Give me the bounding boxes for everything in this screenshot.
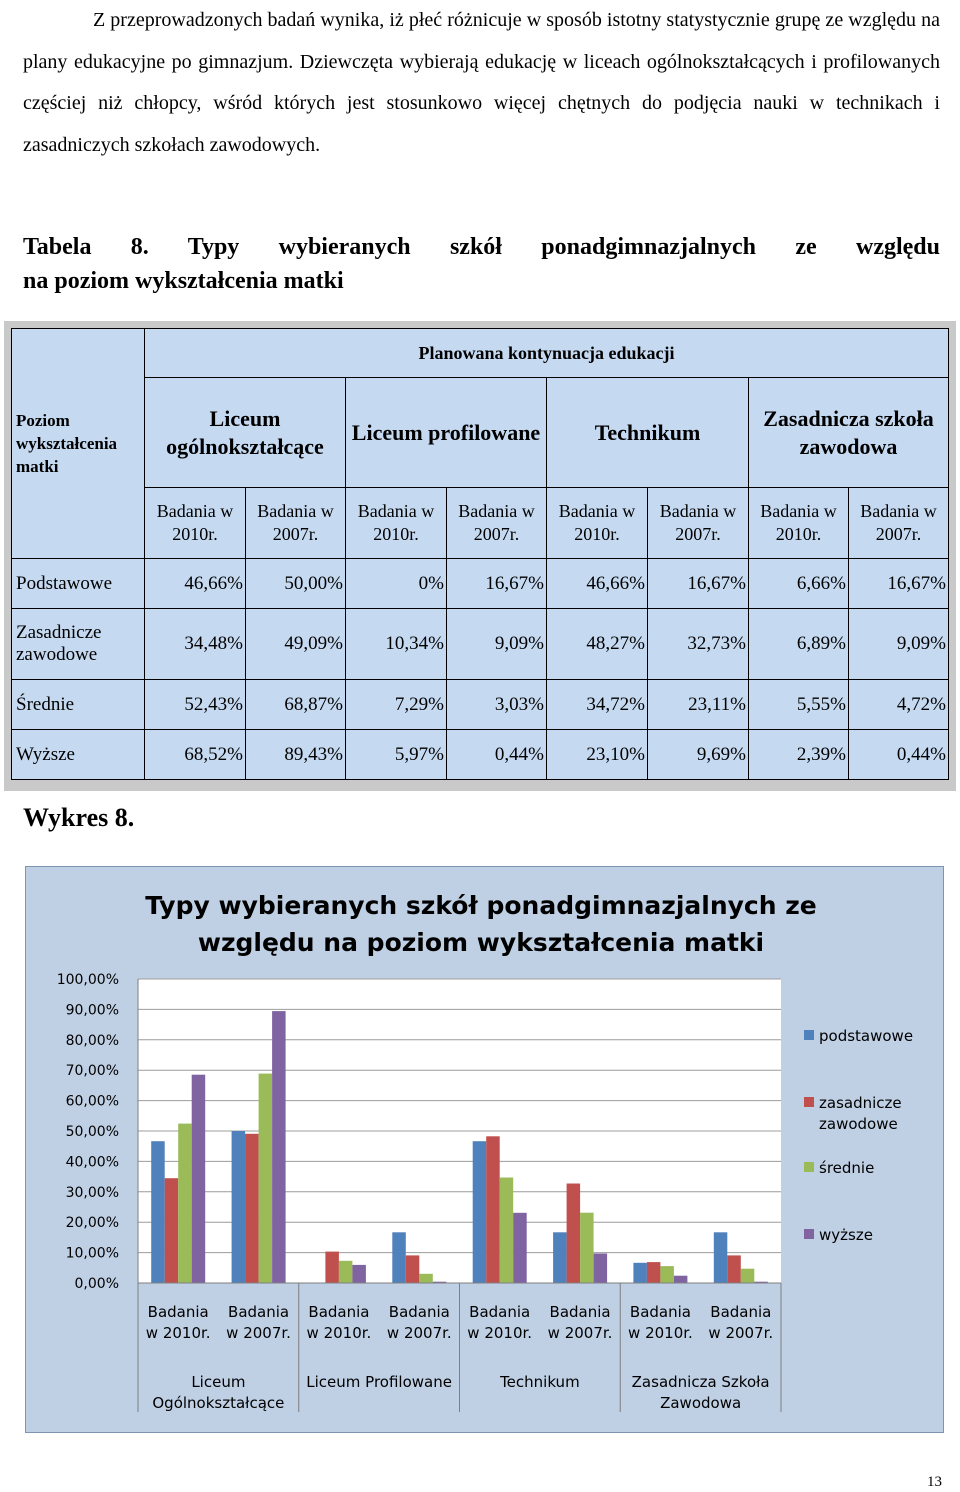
- chart-bar: [580, 1213, 594, 1283]
- chart-bar: [192, 1075, 206, 1283]
- legend-label: podstawowe: [819, 1027, 914, 1045]
- body-paragraph: Z przeprowadzonych badań wynika, iż płeć różnicuje w sposób istotny statystycznie grupę ze względu na plany edukacyjne po gimnazjum. Dziewczęta wybierają edukację w liceach ogólnokształcących i profilowanych częściej niż chłopcy, wśród których jest stosunkowo więcej chętnych do podjęcia nauki w technikach i zasadniczych szkołach zawodowych.: [23, 9, 940, 156]
- group-label: Zawodowa: [660, 1394, 742, 1412]
- chart-bar: [406, 1255, 420, 1283]
- col-header-year: Badania w 2010r.: [145, 488, 246, 559]
- chart-bar: [647, 1262, 661, 1283]
- row-label: Średnie: [12, 680, 145, 730]
- chart-bar: [473, 1141, 487, 1283]
- table-row: [12, 730, 949, 780]
- x-tick-label: Badania: [147, 1303, 209, 1321]
- group-label: Zasadnicza Szkoła: [631, 1373, 770, 1391]
- table-cell: 3,03%: [447, 680, 547, 730]
- col-header-year: Badania w 2010r.: [346, 488, 447, 559]
- chart-bar: [633, 1263, 647, 1283]
- y-tick-label: 10,00%: [65, 1245, 119, 1262]
- table-cell: 7,29%: [346, 680, 447, 730]
- chart-bar: [151, 1141, 165, 1283]
- x-tick-label: Badania: [629, 1303, 691, 1321]
- x-tick-label: Badania: [549, 1303, 611, 1321]
- table-cell: 49,09%: [246, 609, 346, 680]
- chart-bar: [567, 1184, 581, 1284]
- row-label: Podstawowe: [12, 559, 145, 609]
- x-tick-label: w 2007r.: [386, 1324, 452, 1342]
- table-cell: 4,72%: [849, 680, 949, 730]
- col-header-school: Liceum profilowane: [346, 378, 547, 488]
- x-tick-label: w 2010r.: [145, 1324, 211, 1342]
- col-header-year: Badania w 2007r.: [447, 488, 547, 559]
- chart-bar: [272, 1011, 286, 1283]
- col-header-school: Technikum: [547, 378, 749, 488]
- table-cell: 0%: [346, 559, 447, 609]
- chart-title: względu na poziom wykształcenia matki: [197, 928, 765, 957]
- y-tick-label: 50,00%: [65, 1124, 119, 1140]
- group-label: Technikum: [500, 1373, 580, 1391]
- legend-swatch: [804, 1229, 814, 1239]
- chart-bar: [714, 1232, 728, 1283]
- col-header-year: Badania w 2007r.: [246, 488, 346, 559]
- legend-swatch: [804, 1162, 814, 1172]
- table-cell: 9,69%: [648, 730, 749, 780]
- x-tick-label: Badania: [469, 1303, 531, 1321]
- table-cell: 6,89%: [749, 609, 849, 680]
- y-tick-label: 80,00%: [65, 1032, 119, 1049]
- col-header-year: Badania w 2007r.: [648, 488, 749, 559]
- table-cell: 23,10%: [547, 730, 648, 780]
- x-tick-label: w 2007r.: [547, 1324, 613, 1342]
- chart-bar: [500, 1178, 514, 1284]
- table-cell: 10,34%: [346, 609, 447, 680]
- chart-bar: [553, 1232, 567, 1283]
- table-cell: 89,43%: [246, 730, 346, 780]
- chart-bar: [419, 1274, 433, 1283]
- col-header-year: Badania w 2007r.: [849, 488, 949, 559]
- table-cell: 0,44%: [447, 730, 547, 780]
- chart-bar: [245, 1134, 259, 1283]
- legend-label: wyższe: [819, 1226, 873, 1244]
- x-tick-label: Badania: [388, 1303, 450, 1321]
- col-header-school: Liceum ogólnokształcące: [145, 378, 346, 488]
- table-cell: 68,52%: [145, 730, 246, 780]
- chart-title: Typy wybieranych szkół ponadgimnazjalnych ze: [145, 891, 817, 920]
- table-cell: 23,11%: [648, 680, 749, 730]
- chart-bar: [339, 1261, 353, 1283]
- legend-swatch: [804, 1097, 814, 1107]
- chart-bar: [165, 1178, 179, 1283]
- x-tick-label: Badania: [308, 1303, 370, 1321]
- x-tick-label: w 2010r.: [306, 1324, 372, 1342]
- y-tick-label: 40,00%: [65, 1154, 119, 1171]
- x-tick-label: w 2010r.: [467, 1324, 533, 1342]
- y-tick-label: 100,00%: [56, 972, 119, 988]
- table-cell: 50,00%: [246, 559, 346, 609]
- legend-label: zasadnicze: [819, 1094, 902, 1112]
- table-caption: Tabela 8. Typy wybieranych szkół ponadgimnazjalnych ze względu: [23, 234, 940, 260]
- chart-bar: [513, 1213, 527, 1283]
- y-tick-label: 0,00%: [74, 1276, 119, 1292]
- table-cell: 34,72%: [547, 680, 648, 730]
- y-tick-label: 90,00%: [65, 1002, 119, 1019]
- row-label: Zasadnicze zawodowe: [12, 609, 145, 680]
- chart-bar: [727, 1255, 741, 1283]
- table-cell: 16,67%: [648, 559, 749, 609]
- chart-bar: [259, 1074, 273, 1283]
- bar-chart: [26, 867, 943, 1432]
- chart-bar: [178, 1124, 192, 1283]
- group-label: Liceum Profilowane: [306, 1373, 452, 1391]
- table-cell: 0,44%: [849, 730, 949, 780]
- x-tick-label: w 2010r.: [628, 1324, 693, 1342]
- col-header-year: Badania w 2010r.: [749, 488, 849, 559]
- group-label: Liceum: [191, 1373, 246, 1391]
- table-cell: 2,39%: [749, 730, 849, 780]
- x-tick-label: Badania: [228, 1303, 290, 1321]
- col-header-school: Zasadnicza szkoła zawodowa: [749, 378, 949, 488]
- row-header: Poziom wykształcenia matki: [12, 329, 145, 559]
- table-cell: 9,09%: [447, 609, 547, 680]
- y-tick-label: 70,00%: [65, 1063, 119, 1080]
- table-cell: 6,66%: [749, 559, 849, 609]
- group-header: Planowana kontynuacja edukacji: [145, 329, 949, 378]
- table-cell: 5,55%: [749, 680, 849, 730]
- chart-bar: [352, 1265, 366, 1283]
- page-number: 13: [927, 1474, 942, 1490]
- table-row: [12, 680, 949, 730]
- table-cell: 16,67%: [447, 559, 547, 609]
- table-cell: 9,09%: [849, 609, 949, 680]
- x-tick-label: w 2007r.: [708, 1324, 774, 1342]
- table-cell: 32,73%: [648, 609, 749, 680]
- table-row: [12, 559, 949, 609]
- chart-bar: [674, 1276, 688, 1283]
- table-row: [12, 609, 949, 680]
- table-cell: 34,48%: [145, 609, 246, 680]
- chart-heading: Wykres 8.: [23, 803, 135, 832]
- x-tick-label: Badania: [710, 1303, 772, 1321]
- table-cell: 46,66%: [145, 559, 246, 609]
- chart-bar: [660, 1266, 674, 1283]
- chart-bar: [392, 1232, 406, 1283]
- row-label: Wyższe: [12, 730, 145, 780]
- chart-bar: [232, 1131, 246, 1283]
- y-tick-label: 60,00%: [65, 1093, 119, 1110]
- x-tick-label: w 2007r.: [226, 1324, 291, 1342]
- table-frame: [4, 321, 956, 791]
- legend-swatch: [804, 1030, 814, 1040]
- table-caption-continued: na poziom wykształcenia matki: [23, 268, 344, 294]
- table-cell: 52,43%: [145, 680, 246, 730]
- legend-label: zawodowe: [819, 1115, 898, 1133]
- chart-bar: [486, 1136, 500, 1283]
- chart-bar: [325, 1252, 339, 1283]
- group-label: Ogólnokształcące: [152, 1394, 285, 1412]
- table-cell: 48,27%: [547, 609, 648, 680]
- table-cell: 46,66%: [547, 559, 648, 609]
- data-table: [11, 328, 949, 780]
- chart-bar: [594, 1254, 608, 1284]
- chart-bar: [741, 1269, 755, 1283]
- chart-container: [25, 866, 944, 1433]
- table-cell: 68,87%: [246, 680, 346, 730]
- table-cell: 16,67%: [849, 559, 949, 609]
- y-tick-label: 20,00%: [65, 1215, 119, 1232]
- y-tick-label: 30,00%: [65, 1184, 119, 1201]
- col-header-year: Badania w 2010r.: [547, 488, 648, 559]
- legend-label: średnie: [819, 1159, 875, 1177]
- table-cell: 5,97%: [346, 730, 447, 780]
